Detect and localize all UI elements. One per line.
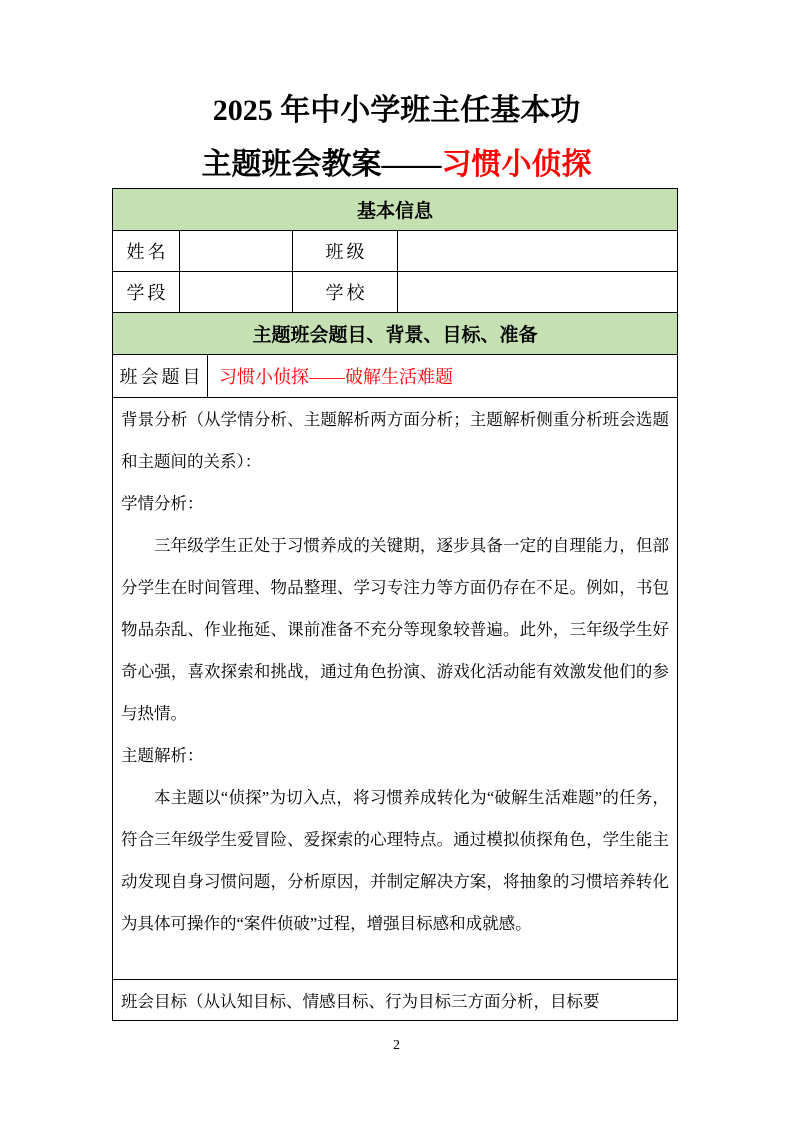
section-header-basic-info (113, 189, 677, 231)
student-analysis-body: 三年级学生正处于习惯养成的关键期，逐步具备一定的自理能力，但部分学生在时间管理、物品整理、学习专注力等方面仍存在不足。例如，书包物品杂乱、作业拖延、课前准备不充分等现象较普遍。此外，三年级学生好奇心强，喜欢探索和挑战，通过角色扮演、游戏化活动能有效激发他们的参与热情。 (121, 536, 669, 723)
title-line-1-text: 2025 年中小学班主任基本功 (212, 94, 581, 127)
document-title (0, 84, 793, 192)
name-label-cell (113, 231, 180, 271)
class-label: 班级 (325, 242, 368, 262)
table-row-goals (113, 980, 677, 1020)
stage-label: 学段 (126, 283, 169, 303)
theme-analysis-body: 本主题以“侦探”为切入点，将习惯养成转化为“破解生活难题”的任务，符合三年级学生爱冒险、爱探索的心理特点。通过模拟侦探角色，学生能主动发现自身习惯问题，分析原因，并制定解决方案，将抽象的习惯培养转化为具体可操作的“案件侦破”过程，增强目标感和成就感。 (121, 788, 669, 933)
topic-value-cell (208, 355, 677, 397)
title-line-2-black: 主题班会教案—— (201, 148, 442, 181)
stage-value-cell[interactable] (180, 272, 293, 312)
title-line-1 (0, 84, 793, 138)
table-row-stage-school (113, 272, 677, 313)
topic-label-cell (113, 355, 208, 397)
background-analysis-cell (113, 398, 677, 979)
goals-text: 班会目标（从认知目标、情感目标、行为目标三方面分析，目标要 (121, 992, 600, 1011)
section-header-topic-background-label: 主题班会题目、背景、目标、准备 (252, 325, 538, 346)
table-row-background-analysis (113, 398, 677, 980)
table-row-topic (113, 355, 677, 398)
school-label: 学校 (325, 283, 368, 303)
background-analysis-intro: 背景分析（从学情分析、主题解析两方面分析；主题解析侧重分析班会选题和主题间的关系）： (121, 410, 669, 471)
section-header-topic-background (113, 313, 677, 355)
table-row-name-class (113, 231, 677, 272)
goals-cell (113, 980, 677, 1020)
name-label: 姓名 (126, 242, 169, 262)
title-line-2 (0, 138, 793, 192)
student-analysis-heading: 学情分析： (121, 494, 204, 513)
name-value-cell[interactable] (180, 231, 293, 271)
school-label-cell (293, 272, 398, 312)
topic-value: 习惯小侦探——破解生活难题 (219, 367, 453, 387)
lesson-plan-table (112, 188, 678, 1021)
section-header-basic-info-label: 基本信息 (356, 201, 433, 222)
page-number: 2 (393, 1038, 400, 1053)
school-value-cell[interactable] (398, 272, 677, 312)
title-line-2-red: 习惯小侦探 (441, 148, 592, 181)
stage-label-cell (113, 272, 180, 312)
class-value-cell[interactable] (398, 231, 677, 271)
theme-analysis-heading: 主题解析： (121, 746, 204, 765)
topic-label: 班会题目 (119, 367, 204, 387)
class-label-cell (293, 231, 398, 271)
